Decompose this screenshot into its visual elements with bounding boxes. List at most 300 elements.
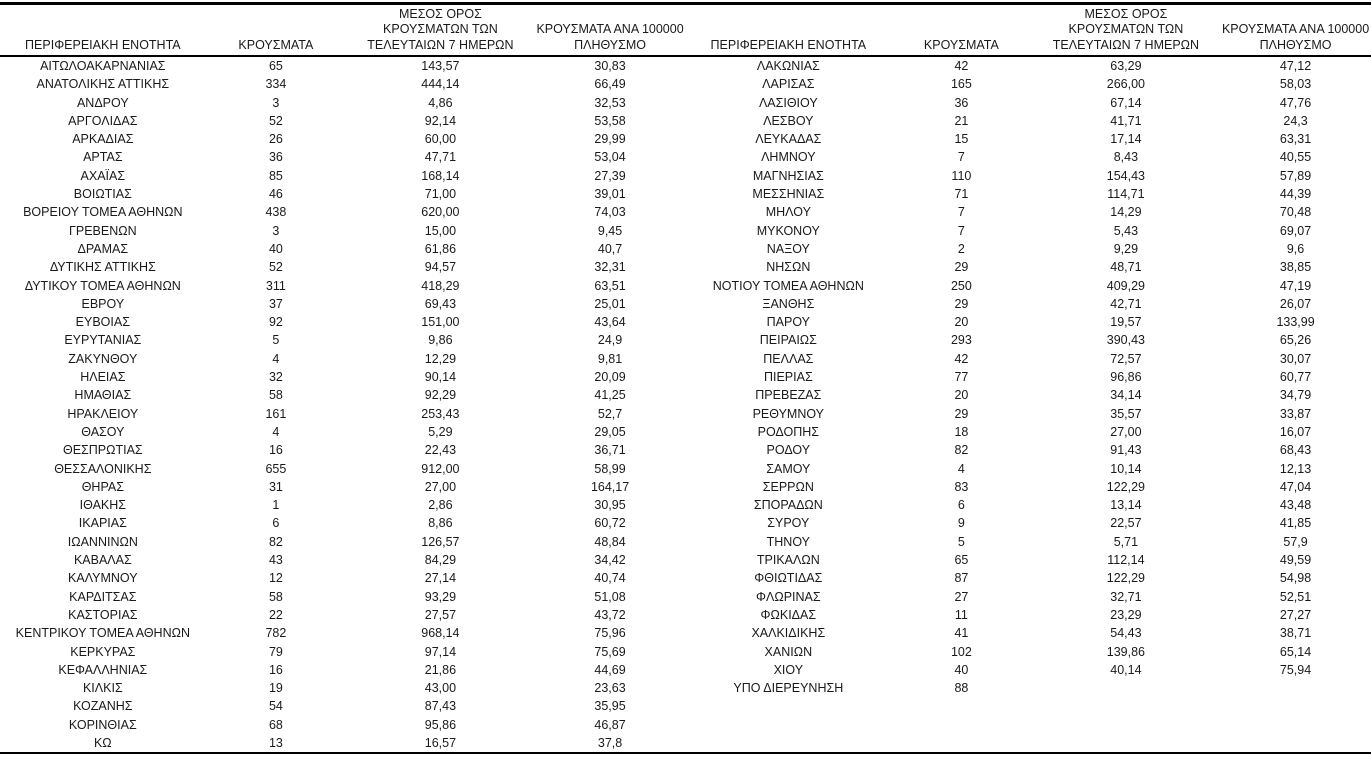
table-row (686, 185, 1371, 203)
table-row (686, 57, 1371, 75)
per100k-cell: 52,51 (1279, 589, 1312, 604)
per100k-cell: 57,9 (1283, 534, 1308, 549)
region-cell: ΚΟΡΙΝΘΙΑΣ (68, 717, 137, 732)
cases-cell: 655 (265, 461, 287, 476)
region-cell: ΗΜΑΘΙΑΣ (74, 388, 132, 403)
region-cell: ΧΑΛΚΙΔΙΚΗΣ (751, 626, 826, 641)
column-header-per100k (535, 22, 686, 53)
avg7-cell: 96,86 (1110, 370, 1142, 385)
table-row (686, 203, 1371, 221)
column-header-region (686, 38, 892, 54)
cases-cell: 20 (954, 388, 969, 403)
per100k-cell: 32,31 (594, 260, 626, 275)
column-header-cases-label: ΚΡΟΥΣΜΑΤΑ (238, 37, 314, 52)
table-row (0, 734, 686, 752)
cases-cell: 334 (265, 77, 287, 92)
region-cell: ΧΙΟΥ (773, 662, 804, 677)
column-header-avg7-line3: ΤΕΛΕΥΤΑΙΩΝ 7 ΗΜΕΡΩΝ (367, 37, 514, 52)
region-cell: ΛΑΣΙΘΙΟΥ (758, 95, 818, 110)
region-cell: ΦΩΚΙΔΑΣ (760, 607, 817, 622)
table-row (0, 57, 686, 75)
per100k-cell: 16,07 (1279, 424, 1312, 439)
region-cell: ΣΥΡΟΥ (767, 516, 810, 531)
region-cell: ΡΟΔΟΥ (766, 443, 811, 458)
avg7-cell: 253,43 (421, 406, 460, 421)
table-row (686, 460, 1371, 478)
table-row (686, 94, 1371, 112)
cases-cell: 13 (268, 735, 283, 750)
region-cell: ΦΘΙΩΤΙΔΑΣ (754, 571, 823, 586)
table-row (686, 386, 1371, 404)
region-cell: ΑΧΑΪΑΣ (80, 168, 126, 183)
per100k-cell: 47,76 (1279, 95, 1312, 110)
cases-cell: 68 (268, 717, 283, 732)
avg7-cell: 13,14 (1110, 498, 1142, 513)
cases-cell: 88 (954, 681, 969, 696)
per100k-cell: 65,26 (1279, 333, 1312, 348)
table-row (0, 94, 686, 112)
avg7-cell: 34,14 (1110, 388, 1142, 403)
table-row (0, 569, 686, 587)
cases-cell: 161 (265, 406, 287, 421)
avg7-cell: 5,43 (1113, 223, 1139, 238)
per100k-cell: 23,63 (594, 681, 626, 696)
table-row (0, 295, 686, 313)
region-cell: ΡΟΔΟΠΗΣ (757, 424, 820, 439)
per100k-cell: 47,04 (1279, 479, 1312, 494)
table-row (686, 277, 1371, 295)
avg7-cell: 151,00 (421, 315, 460, 330)
cases-cell: 19 (268, 681, 283, 696)
region-cell: ΤΡΙΚΑΛΩΝ (756, 553, 820, 568)
region-cell: ΚΑΒΑΛΑΣ (73, 553, 132, 568)
avg7-cell: 27,14 (424, 571, 457, 586)
table-row (686, 624, 1371, 642)
avg7-cell: 143,57 (421, 59, 460, 73)
region-cell: ΕΥΒΟΙΑΣ (75, 315, 130, 330)
cases-cell: 4 (272, 351, 280, 366)
avg7-cell: 69,43 (424, 296, 457, 311)
avg7-cell: 91,43 (1110, 443, 1142, 458)
per100k-cell: 33,87 (1279, 406, 1312, 421)
cases-cell: 77 (954, 370, 969, 385)
cases-cell: 82 (268, 534, 283, 549)
table-row (0, 277, 686, 295)
table-row (686, 423, 1371, 441)
table-row (686, 606, 1371, 624)
avg7-cell: 620,00 (421, 205, 460, 220)
per100k-cell: 9,6 (1286, 241, 1305, 256)
table-body-left (0, 57, 686, 752)
cases-cell: 36 (954, 95, 969, 110)
cases-cell: 58 (268, 388, 283, 403)
cases-cell: 40 (954, 662, 969, 677)
per100k-cell: 75,69 (594, 644, 626, 659)
region-cell: ΒΟΙΩΤΙΑΣ (73, 187, 132, 202)
region-cell: ΑΝΑΤΟΛΙΚΗΣ ΑΤΤΙΚΗΣ (36, 77, 170, 92)
avg7-cell: 168,14 (421, 168, 460, 183)
avg7-cell: 32,71 (1110, 589, 1142, 604)
avg7-cell: 60,00 (424, 132, 457, 147)
region-cell: ΚΑΛΥΜΝΟΥ (68, 571, 138, 586)
table-row (686, 643, 1371, 661)
cases-cell: 3 (272, 223, 280, 238)
column-header-region-label: ΠΕΡΙΦΕΡΕΙΑΚΗ ΕΝΟΤΗΤΑ (25, 37, 181, 52)
cases-cell: 46 (268, 187, 283, 202)
per100k-cell: 60,72 (594, 516, 626, 531)
region-cell: ΣΠΟΡΑΔΩΝ (753, 498, 823, 513)
table-row (686, 368, 1371, 386)
per100k-cell: 133,99 (1276, 315, 1315, 330)
per100k-cell: 40,7 (597, 241, 623, 256)
region-cell: ΣΕΡΡΩΝ (762, 479, 814, 494)
table-row (0, 478, 686, 496)
per100k-cell: 43,72 (594, 607, 626, 622)
avg7-cell: 390,43 (1106, 333, 1146, 348)
avg7-cell: 122,29 (1106, 571, 1146, 586)
table-row (686, 148, 1371, 166)
avg7-cell: 8,43 (1113, 150, 1139, 165)
region-cell: ΜΗΛΟΥ (765, 205, 811, 220)
cases-cell: 41 (954, 626, 969, 641)
per100k-cell: 58,03 (1279, 77, 1312, 92)
per100k-cell: 75,94 (1279, 662, 1312, 677)
per100k-cell: 69,07 (1279, 223, 1312, 238)
per100k-cell: 65,14 (1279, 644, 1312, 659)
per100k-cell: 32,53 (594, 95, 626, 110)
per100k-cell: 30,07 (1279, 351, 1312, 366)
region-cell: ΛΑΡΙΣΑΣ (762, 77, 815, 92)
per100k-cell: 52,7 (597, 406, 623, 421)
avg7-cell: 93,29 (424, 589, 457, 604)
per100k-cell: 41,25 (594, 388, 626, 403)
table-header-left (0, 5, 686, 57)
region-cell: ΛΕΥΚΑΔΑΣ (755, 132, 822, 147)
cases-cell: 54 (268, 699, 283, 714)
cases-cell: 6 (272, 516, 280, 531)
cases-cell: 52 (268, 260, 283, 275)
per100k-cell: 66,49 (594, 77, 626, 92)
region-cell: ΑΡΓΟΛΙΔΑΣ (68, 113, 138, 128)
table-row (0, 588, 686, 606)
avg7-cell: 418,29 (421, 278, 460, 293)
avg7-cell: 72,57 (1110, 351, 1142, 366)
avg7-cell: 92,29 (424, 388, 457, 403)
region-cell: ΝΗΣΩΝ (766, 260, 811, 275)
table-row (0, 624, 686, 642)
table-row (0, 551, 686, 569)
cases-cell: 250 (950, 278, 972, 293)
cases-cell: 20 (954, 315, 969, 330)
table-row (0, 167, 686, 185)
cases-cell: 82 (954, 443, 969, 458)
table-row (0, 496, 686, 514)
region-cell: ΚΙΛΚΙΣ (82, 681, 123, 696)
per100k-cell: 26,07 (1279, 296, 1312, 311)
avg7-cell: 968,14 (421, 626, 460, 641)
region-cell: ΝΑΞΟΥ (766, 241, 810, 256)
region-cell: ΠΡΕΒΕΖΑΣ (755, 388, 822, 403)
region-cell: ΛΕΣΒΟΥ (763, 113, 814, 128)
cases-cell: 3 (272, 95, 280, 110)
region-cell: ΚΕΝΤΡΙΚΟΥ ΤΟΜΕΑ ΑΘΗΝΩΝ (15, 626, 190, 641)
avg7-cell: 61,86 (424, 241, 457, 256)
table-row (0, 203, 686, 221)
per100k-cell: 40,55 (1279, 150, 1312, 165)
avg7-cell: 9,29 (1113, 241, 1139, 256)
column-header-avg7-line1: ΜΕΣΟΣ ΟΡΟΣ (398, 6, 482, 21)
per100k-cell: 38,85 (1279, 260, 1312, 275)
per100k-cell: 35,95 (594, 699, 626, 714)
cases-cell: 31 (268, 479, 283, 494)
per100k-cell: 27,27 (1279, 607, 1312, 622)
cases-cell: 79 (268, 644, 283, 659)
avg7-cell: 409,29 (1106, 278, 1146, 293)
cases-cell: 29 (954, 260, 969, 275)
table-body-right (686, 57, 1371, 697)
avg7-cell: 5,71 (1113, 534, 1139, 549)
region-cell: ΚΕΡΚΥΡΑΣ (70, 644, 136, 659)
per100k-cell: 74,03 (594, 205, 626, 220)
avg7-cell: 266,00 (1106, 77, 1146, 92)
table-row (686, 514, 1371, 532)
region-cell: ΛΗΜΝΟΥ (761, 150, 816, 165)
region-cell: ΡΕΘΥΜΝΟΥ (752, 406, 825, 421)
table-row (686, 478, 1371, 496)
cases-cell: 5 (272, 333, 280, 348)
table-row (686, 258, 1371, 276)
avg7-cell: 41,71 (1110, 113, 1142, 128)
cases-cell: 65 (954, 553, 969, 568)
per100k-cell: 75,96 (594, 626, 626, 641)
avg7-cell: 71,00 (424, 187, 457, 202)
avg7-cell: 95,86 (424, 717, 457, 732)
avg7-cell: 114,71 (1107, 187, 1145, 202)
table-row (686, 569, 1371, 587)
region-cell: ΘΕΣΣΑΛΟΝΙΚΗΣ (54, 461, 152, 476)
cases-cell: 782 (265, 626, 287, 641)
cases-table-right (686, 5, 1371, 697)
region-cell: ΝΟΤΙΟΥ ΤΟΜΕΑ ΑΘΗΝΩΝ (712, 278, 864, 293)
per100k-cell: 9,45 (597, 223, 623, 238)
avg7-cell: 92,14 (424, 113, 457, 128)
avg7-cell: 912,00 (421, 461, 460, 476)
region-cell: ΧΑΝΙΩΝ (764, 644, 813, 659)
table-row (686, 240, 1371, 258)
region-cell: ΣΑΜΟΥ (766, 461, 811, 476)
avg7-cell: 5,29 (428, 424, 453, 439)
cases-cell: 7 (957, 150, 965, 165)
column-header-cases (206, 38, 347, 54)
table-row (0, 313, 686, 331)
cases-cell: 5 (957, 534, 965, 549)
avg7-cell: 54,43 (1110, 626, 1142, 641)
cases-cell: 9 (957, 516, 965, 531)
per100k-cell: 58,99 (594, 461, 626, 476)
cases-cell: 65 (268, 59, 283, 73)
cases-cell: 15 (954, 132, 969, 147)
region-cell: ΘΕΣΠΡΩΤΙΑΣ (62, 443, 143, 458)
cases-table-left (0, 5, 686, 752)
per100k-cell: 36,71 (594, 443, 626, 458)
cases-cell: 11 (954, 607, 968, 622)
per100k-cell: 68,43 (1279, 443, 1312, 458)
table-row (686, 130, 1371, 148)
per100k-cell: 48,84 (594, 534, 626, 549)
table-row (686, 331, 1371, 349)
region-cell: ΚΕΦΑΛΛΗΝΙΑΣ (58, 662, 148, 677)
region-cell: ΘΗΡΑΣ (81, 479, 124, 494)
region-cell: ΙΚΑΡΙΑΣ (78, 516, 127, 531)
cases-cell: 12 (268, 571, 283, 586)
region-cell: ΑΡΤΑΣ (83, 150, 123, 165)
avg7-cell: 10,14 (1110, 461, 1142, 476)
per100k-cell: 25,01 (594, 296, 626, 311)
table-row (0, 697, 686, 715)
cases-cell: 26 (268, 132, 283, 147)
avg7-cell: 84,29 (424, 553, 457, 568)
per100k-cell: 44,39 (1279, 187, 1312, 202)
table-row (0, 75, 686, 93)
per100k-cell: 29,99 (594, 132, 626, 147)
cases-cell: 438 (265, 205, 287, 220)
per100k-cell: 43,64 (594, 315, 626, 330)
avg7-cell: 112,14 (1107, 553, 1145, 568)
table-row (0, 606, 686, 624)
avg7-cell: 23,29 (1110, 607, 1142, 622)
table-row (686, 295, 1371, 313)
avg7-cell: 67,14 (1110, 95, 1142, 110)
cases-cell: 16 (268, 443, 283, 458)
table-row (0, 679, 686, 697)
table-row (0, 533, 686, 551)
column-header-cases-label: ΚΡΟΥΣΜΑΤΑ (923, 37, 999, 52)
table-row (0, 441, 686, 459)
cases-cell: 7 (957, 205, 965, 220)
column-header-per100k-line1: ΚΡΟΥΣΜΑΤΑ ΑΝΑ 100000 (1221, 22, 1370, 36)
table-row (686, 551, 1371, 569)
region-cell: ΕΥΡΥΤΑΝΙΑΣ (64, 333, 142, 348)
per100k-cell: 63,51 (594, 278, 626, 293)
table-row (0, 350, 686, 368)
table-row (0, 331, 686, 349)
avg7-cell: 43,00 (424, 681, 457, 696)
avg7-cell: 17,14 (1110, 132, 1142, 147)
avg7-cell: 16,57 (424, 735, 457, 750)
region-cell: ΗΡΑΚΛΕΙΟΥ (67, 406, 139, 421)
cases-cell: 32 (268, 370, 283, 385)
table-row (0, 386, 686, 404)
per100k-cell: 39,01 (594, 187, 626, 202)
table-row (0, 661, 686, 679)
avg7-cell: 48,71 (1110, 260, 1142, 275)
column-header-region (0, 38, 206, 54)
per100k-cell: 37,8 (597, 735, 623, 750)
avg7-cell: 12,29 (424, 351, 457, 366)
per100k-cell: 63,31 (1279, 132, 1312, 147)
region-cell: ΔΡΑΜΑΣ (77, 241, 129, 256)
cases-cell: 2 (957, 241, 965, 256)
per100k-cell: 60,77 (1279, 370, 1312, 385)
table-row (686, 313, 1371, 331)
per100k-cell: 53,04 (594, 150, 626, 165)
per100k-cell: 57,89 (1279, 168, 1312, 183)
table-row (686, 167, 1371, 185)
avg7-cell: 21,86 (424, 662, 457, 677)
per100k-cell: 34,79 (1279, 388, 1312, 403)
table-row (686, 661, 1371, 679)
column-header-avg7 (1032, 7, 1221, 54)
avg7-cell: 47,71 (424, 150, 457, 165)
per100k-cell: 47,19 (1279, 278, 1312, 293)
cases-cell: 22 (268, 607, 283, 622)
region-cell: ΕΒΡΟΥ (81, 296, 125, 311)
avg7-cell: 139,86 (1106, 644, 1146, 659)
region-cell: ΤΗΝΟΥ (766, 534, 810, 549)
avg7-cell: 2,86 (428, 498, 453, 513)
per100k-cell: 46,87 (594, 717, 626, 732)
cases-cell: 311 (265, 278, 286, 293)
avg7-cell: 15,00 (424, 223, 457, 238)
table-row (0, 112, 686, 130)
per100k-cell: 40,74 (594, 571, 626, 586)
region-cell: ΛΑΚΩΝΙΑΣ (756, 59, 820, 73)
per100k-cell: 9,81 (597, 351, 623, 366)
table-row (0, 405, 686, 423)
column-header-avg7 (346, 7, 535, 54)
per100k-cell: 49,59 (1279, 553, 1312, 568)
per100k-cell: 47,12 (1279, 59, 1312, 73)
cases-cell: 40 (268, 241, 283, 256)
per100k-cell: 53,58 (594, 113, 626, 128)
table-row (0, 222, 686, 240)
region-cell: ΔΥΤΙΚΗΣ ΑΤΤΙΚΗΣ (49, 260, 156, 275)
column-header-per100k-line1: ΚΡΟΥΣΜΑΤΑ ΑΝΑ 100000 (536, 22, 684, 36)
cases-cell: 16 (268, 662, 283, 677)
region-cell: ΓΡΕΒΕΝΩΝ (69, 223, 137, 238)
table-row (686, 441, 1371, 459)
table-row (0, 716, 686, 734)
per100k-cell: 70,48 (1279, 205, 1312, 220)
avg7-cell: 35,57 (1110, 406, 1142, 421)
per100k-cell: 164,17 (590, 479, 630, 494)
per100k-cell: 27,39 (594, 168, 626, 183)
region-cell: ΚΟΖΑΝΗΣ (73, 699, 133, 714)
region-cell: ΙΘΑΚΗΣ (79, 498, 127, 513)
region-cell: ΚΑΣΤΟΡΙΑΣ (68, 607, 138, 622)
table-row (0, 368, 686, 386)
per100k-cell: 24,9 (597, 333, 623, 348)
cases-cell: 58 (268, 589, 283, 604)
per100k-cell: 43,48 (1279, 498, 1312, 513)
table-row (686, 112, 1371, 130)
cases-cell: 4 (957, 461, 965, 476)
cases-cell: 29 (954, 296, 969, 311)
avg7-cell: 97,14 (424, 644, 457, 659)
cases-cell: 42 (954, 351, 969, 366)
cases-cell: 165 (950, 77, 972, 92)
cases-cell: 83 (954, 479, 969, 494)
table-row (686, 533, 1371, 551)
table-row (686, 405, 1371, 423)
cases-cell: 6 (957, 498, 965, 513)
region-cell: ΦΛΩΡΙΝΑΣ (756, 589, 821, 604)
table-row (686, 588, 1371, 606)
table-row (0, 514, 686, 532)
table-header-right (686, 5, 1371, 57)
per100k-cell: 34,42 (594, 553, 626, 568)
table-row (686, 679, 1371, 697)
